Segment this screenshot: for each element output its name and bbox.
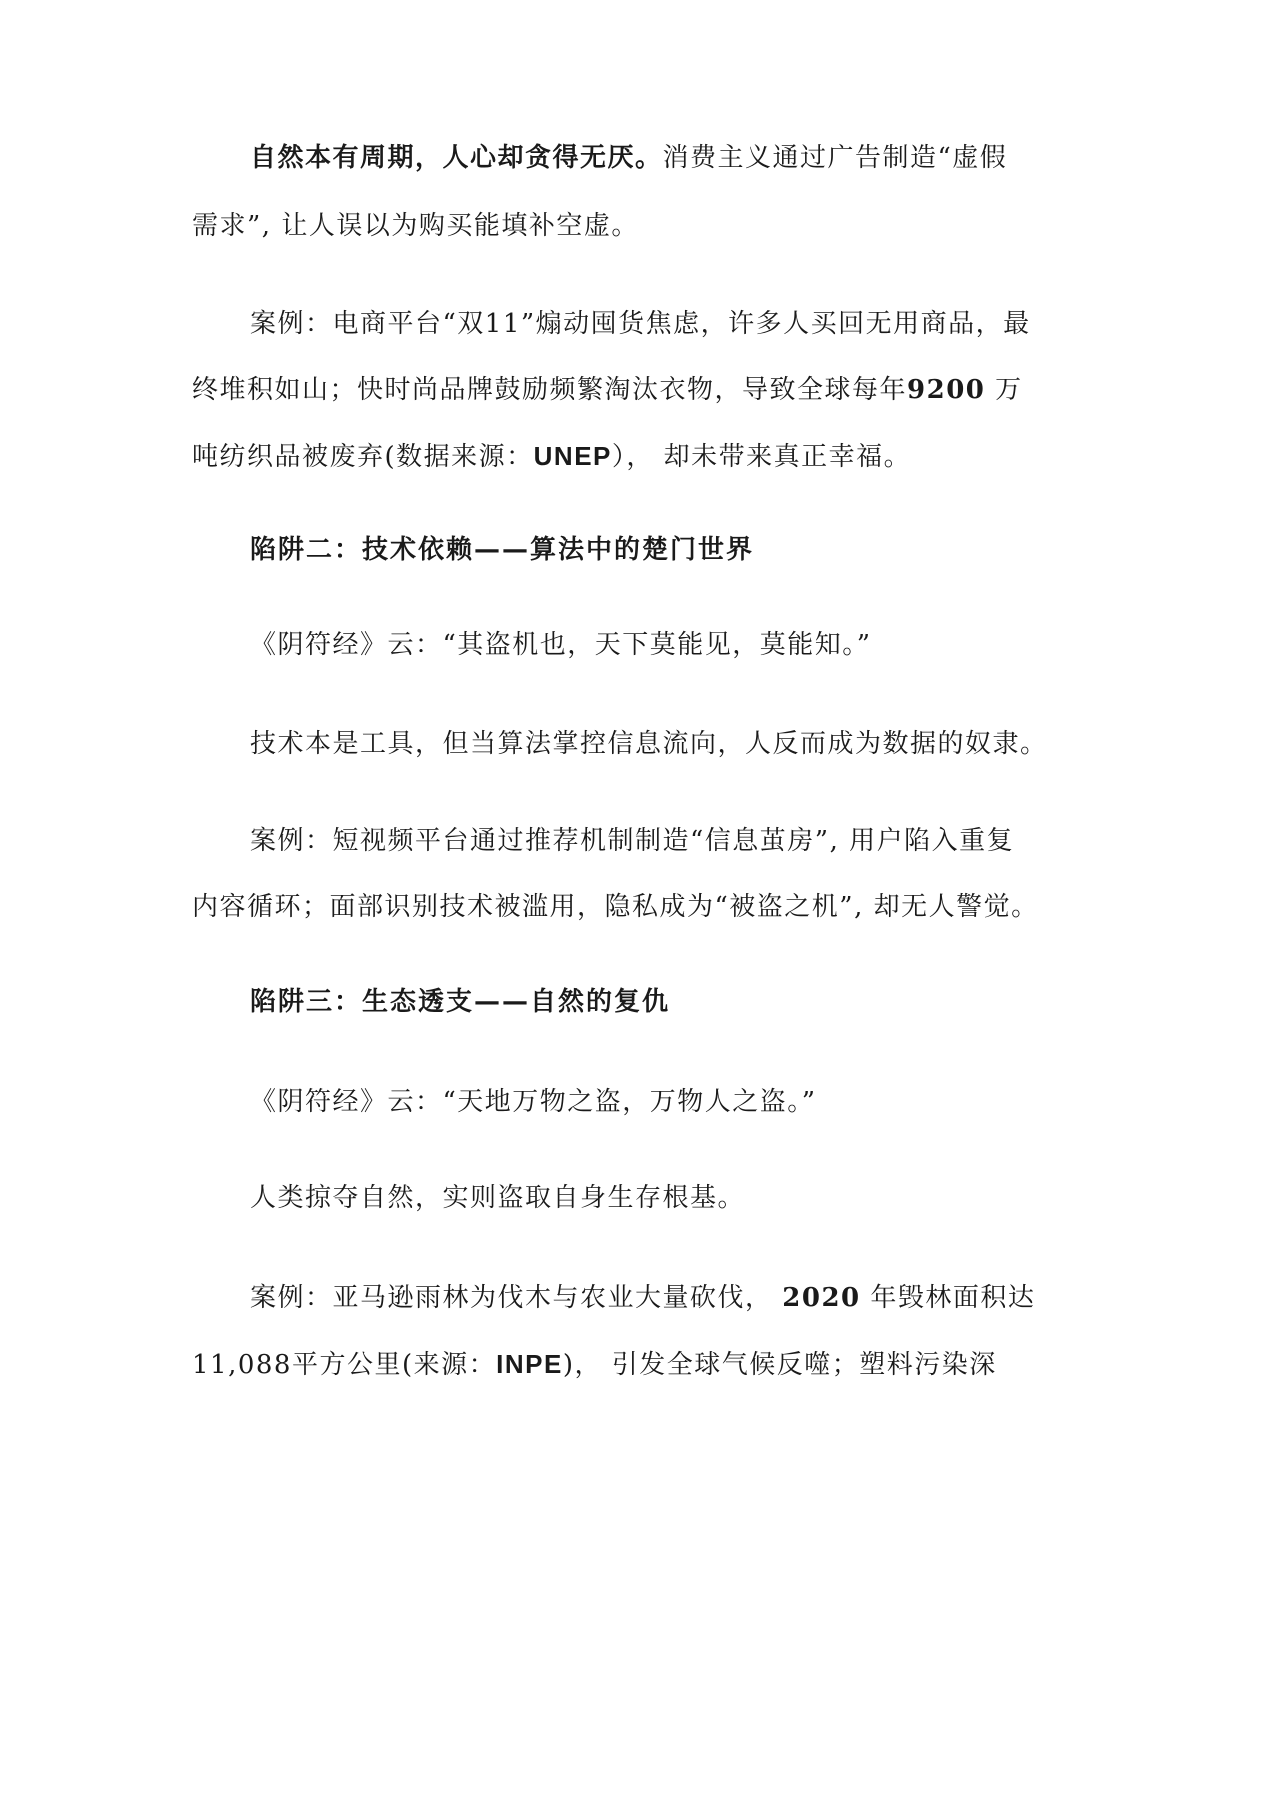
text: 11,088平方公里(来源： — [192, 1350, 497, 1380]
paragraph-3: 技术本是工具，但当算法掌控信息流向，人反而成为数据的奴隶。 — [250, 729, 1048, 759]
source: UNEP — [533, 441, 612, 471]
paragraph-2-line-2 — [192, 372, 1082, 408]
paragraph-2-line-1: 案例：电商平台“双11”煽动囤货焦虑，许多人买回无用商品，最 — [250, 309, 1031, 339]
paragraph-1-line-1 — [250, 140, 1082, 176]
text: 终堆积如山；快时尚品牌鼓励频繁淘汰衣物，导致全球每年 — [192, 375, 908, 405]
text: 消费主义通过广告制造“虚假 — [662, 143, 1008, 173]
year: 2020 — [782, 1283, 861, 1313]
paragraph-4-line-1: 案例：短视频平台通过推荐机制制造“信息茧房”, 用户陷入重复 — [250, 826, 1015, 856]
paragraph-4-line-2: 内容循环；面部识别技术被滥用，隐私成为“被盗之机”, 却无人警觉。 — [192, 892, 1039, 922]
text: 吨纺织品被废弃(数据来源： — [192, 442, 534, 472]
text: 案例：亚马逊雨林为伐木与农业大量砍伐， — [250, 1283, 783, 1313]
section-heading-3: 陷阱三：生态透支——自然的复仇 — [250, 987, 671, 1017]
paragraph-1-line-2: 需求”, 让人误以为购买能填补空虚。 — [192, 211, 639, 241]
number: 9200 — [907, 375, 986, 405]
section-heading-2: 陷阱二：技术依赖——算法中的楚门世界 — [250, 535, 755, 565]
quote-2: 《阴符经》云：“其盗机也，天下莫能见，莫能知。” — [250, 630, 872, 660]
paragraph-6-line-2 — [192, 1346, 1082, 1383]
source: INPE — [496, 1349, 563, 1379]
text: )， 引发全球气候反噬；塑料污染深 — [562, 1350, 997, 1380]
text: ）， 却未带来真正幸福。 — [611, 442, 912, 472]
quote-3: 《阴符经》云：“天地万物之盗，万物人之盗。” — [250, 1087, 817, 1117]
text: 万 — [985, 375, 1023, 405]
text: 年毁林面积达 — [860, 1283, 1036, 1313]
paragraph-2-line-3 — [192, 438, 1082, 475]
bold-lead: 自然本有周期，人心却贪得无厌。 — [250, 143, 663, 173]
paragraph-5: 人类掠夺自然，实则盗取自身生存根基。 — [250, 1183, 746, 1213]
paragraph-6-line-1 — [250, 1280, 1082, 1316]
